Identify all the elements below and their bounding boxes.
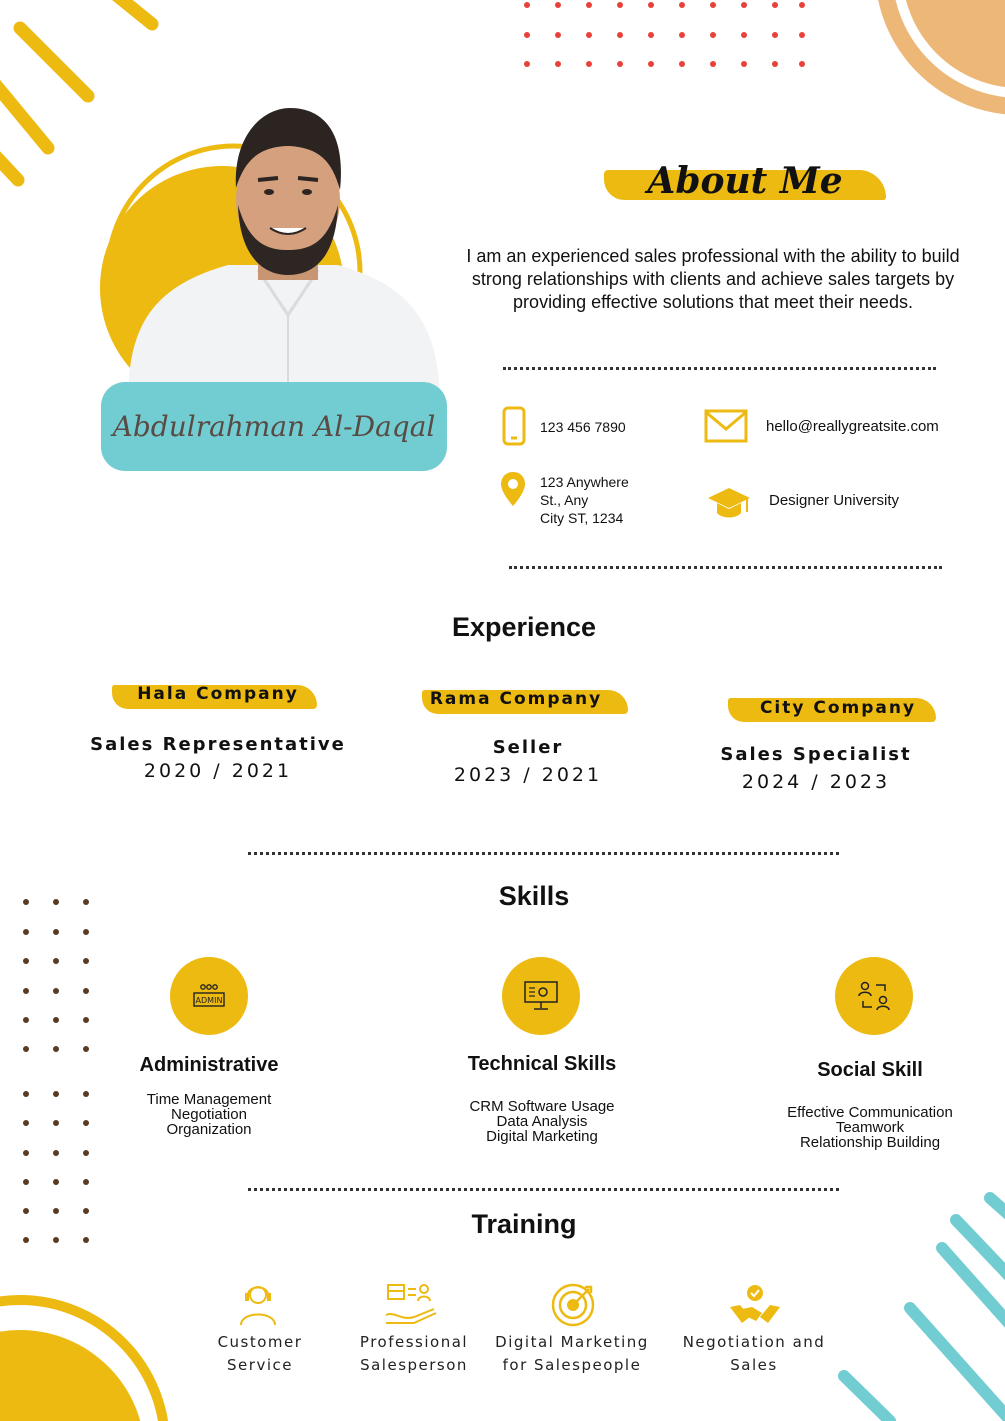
training-label-4 [672, 1331, 836, 1377]
skill-3-line-1: Effective Communication [787, 1104, 953, 1121]
exp-years-3: 2024 / 2023 [741, 771, 891, 793]
exp-company-2: Rama Company [429, 689, 603, 709]
contact-email: hello@reallygreatsite.com [766, 418, 939, 435]
about-text: I am an experienced sales professional with the ability to build strong relationships with clients and achieve sales targets by providing effective solutions that meet their needs. [466, 246, 960, 312]
target-icon [551, 1283, 595, 1327]
graduation-cap-icon [706, 486, 752, 522]
admin-icon-text: ADMIN [195, 996, 223, 1005]
skill-lines-3 [760, 1105, 980, 1150]
training-2-line-2: Salesperson [360, 1356, 468, 1374]
experience-divider [248, 852, 839, 855]
exp-company-3: City Company [759, 698, 917, 718]
exp-role-3: Sales Specialist [720, 744, 912, 765]
skill-3-line-3: Relationship Building [799, 1134, 941, 1151]
top-red-dot-grid [518, 0, 808, 75]
about-title: About Me [647, 160, 843, 202]
exp-years-1: 2020 / 2021 [143, 760, 293, 782]
skill-icon-circle-1 [170, 957, 248, 1035]
profile-photo [118, 100, 448, 400]
exp-company-1: Hala Company [137, 684, 299, 704]
address-line-3: City ST, 1234 [540, 510, 624, 526]
experience-title: Experience [451, 612, 597, 642]
address-line-2: St., Any [540, 492, 589, 508]
skill-title-3: Social Skill [817, 1059, 923, 1081]
skill-title-1: Administrative [139, 1054, 279, 1076]
skill-lines-1 [99, 1092, 319, 1137]
skill-icon-circle-3 [835, 957, 913, 1035]
handshake-icon [728, 1283, 782, 1329]
skill-2-line-2: Data Analysis [496, 1113, 588, 1130]
skill-1-line-3: Organization [166, 1121, 252, 1138]
location-pin-icon [499, 470, 527, 508]
skill-1-line-1: Time Management [146, 1091, 272, 1108]
training-label-2 [340, 1331, 488, 1377]
training-1-line-1: Customer [217, 1333, 303, 1351]
training-3-line-2: for Salespeople [502, 1356, 642, 1374]
skill-2-line-1: CRM Software Usage [469, 1098, 615, 1115]
training-1-line-2: Service [227, 1356, 293, 1374]
training-label-3 [490, 1331, 654, 1377]
training-4-line-2: Sales [730, 1356, 778, 1374]
about-divider [503, 367, 936, 370]
training-2-line-1: Professional [359, 1333, 469, 1351]
exp-role-1: Sales Representative [90, 734, 346, 755]
skill-lines-2 [432, 1099, 652, 1144]
contact-divider [509, 566, 942, 569]
skill-title-2: Technical Skills [467, 1053, 617, 1075]
mail-icon [704, 409, 748, 443]
training-title: Training [471, 1209, 577, 1239]
contact-phone: 123 456 7890 [540, 419, 626, 435]
contact-education: Designer University [769, 492, 900, 509]
name-banner [101, 382, 447, 471]
training-3-line-1: Digital Marketing [495, 1333, 649, 1351]
computer-gear-icon [523, 980, 559, 1012]
skill-icon-circle-2 [502, 957, 580, 1035]
box-exchange-icon [384, 1281, 440, 1327]
skill-1-line-2: Negotiation [171, 1106, 247, 1123]
left-brown-dot-grid [18, 895, 98, 1245]
phone-icon [502, 406, 526, 446]
skills-divider [248, 1188, 839, 1191]
skill-3-line-2: Teamwork [835, 1119, 905, 1136]
headset-agent-icon [237, 1281, 279, 1327]
admin-board-icon [192, 983, 226, 1009]
address-line-1: 123 Anywhere [540, 474, 629, 490]
people-exchange-icon [857, 979, 891, 1013]
exp-years-2: 2023 / 2021 [453, 764, 603, 786]
skill-2-line-3: Digital Marketing [486, 1128, 598, 1145]
top-right-peach-circle [870, 0, 1005, 135]
person-name: Abdulrahman Al-Daqal [112, 410, 436, 443]
contact-address [540, 473, 629, 527]
training-label-1 [190, 1331, 330, 1377]
exp-role-2: Seller [492, 737, 564, 758]
bottom-left-yellow-circle [0, 1295, 180, 1421]
bottom-right-teal-stripes [830, 1190, 1005, 1421]
skills-title: Skills [498, 881, 570, 911]
training-4-line-1: Negotiation and [682, 1333, 826, 1351]
